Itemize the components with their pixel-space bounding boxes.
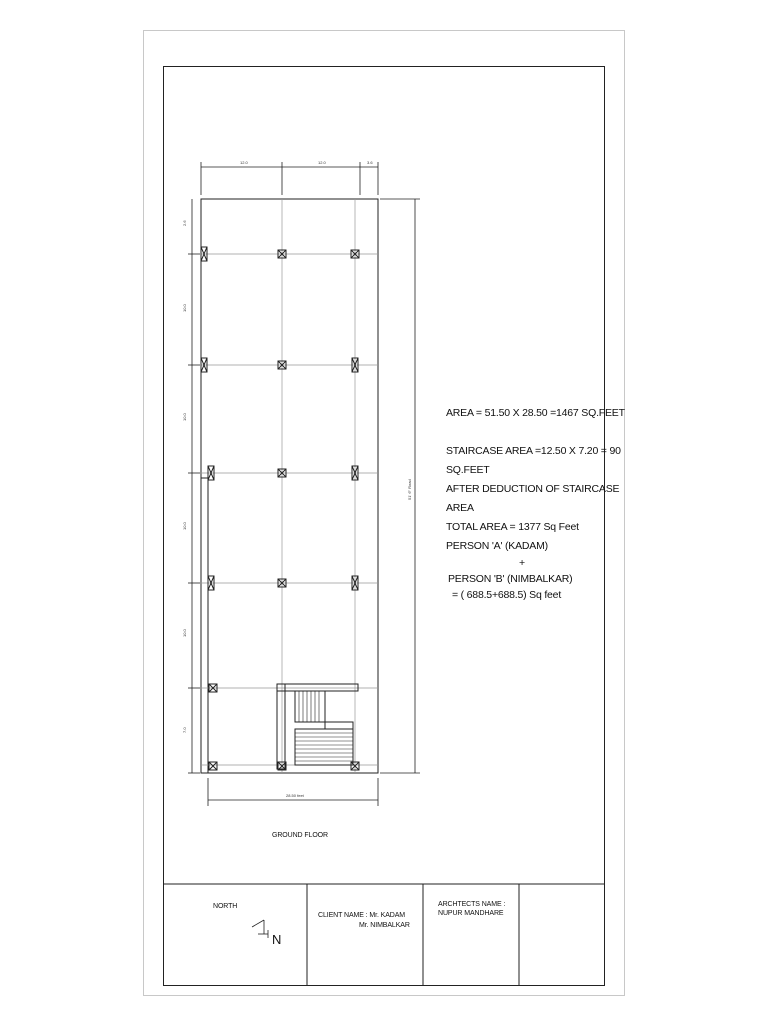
- dim-right: 51' 6" Road: [407, 479, 412, 500]
- note-area: AREA = 51.50 X 28.50 =1467 SQ.FEET: [446, 407, 625, 419]
- client-label: CLIENT NAME : Mr. KADAM: [318, 912, 406, 919]
- note-staircase-1: STAIRCASE AREA =12.50 X 7.20 = 90: [446, 445, 621, 457]
- columns: [201, 247, 359, 770]
- client-name-2: Mr. NIMBALKAR: [359, 922, 410, 929]
- dim-top-1: 12.0: [240, 160, 248, 165]
- note-person-a: PERSON 'A' (KADAM): [446, 540, 548, 552]
- dim-left-5: 10.0: [182, 629, 187, 637]
- architect-label: ARCHTECTS NAME :: [438, 901, 506, 908]
- dim-left-4: 10.0: [182, 522, 187, 530]
- note-deduction-1: AFTER DEDUCTION OF STAIRCASE: [446, 483, 620, 495]
- grid-lines-vertical: [282, 199, 355, 773]
- top-dimension-line: [201, 162, 378, 195]
- bottom-dimension-line: [208, 778, 378, 806]
- dim-left-1: 2.6: [182, 220, 187, 226]
- plan-title: GROUND FLOOR: [272, 832, 328, 839]
- note-equals: = ( 688.5+688.5) Sq feet: [452, 589, 562, 601]
- dim-left-6: 7.0: [182, 727, 187, 733]
- note-plus: +: [519, 557, 525, 569]
- north-label: NORTH: [213, 903, 238, 910]
- dim-left-3: 10.0: [182, 413, 187, 421]
- left-dimension-line: [188, 199, 200, 773]
- right-dimension-line: [380, 199, 420, 773]
- architect-name: NUPUR MANDHARE: [438, 910, 504, 917]
- staircase: [277, 684, 358, 769]
- note-person-b: PERSON 'B' (NIMBALKAR): [448, 573, 573, 585]
- dim-bottom: 28.50 feet: [286, 793, 304, 798]
- north-arrow-icon: [252, 920, 268, 938]
- north-symbol: N: [272, 932, 282, 947]
- dim-top-3: 3.6: [367, 160, 373, 165]
- grid-lines-horizontal: [201, 254, 378, 765]
- title-block-lines: [163, 884, 605, 986]
- note-staircase-2: SQ.FEET: [446, 464, 490, 476]
- area-notes: [446, 404, 625, 601]
- note-deduction-2: AREA: [446, 502, 474, 514]
- note-total: TOTAL AREA = 1377 Sq Feet: [446, 521, 579, 533]
- dim-top-2: 12.0: [318, 160, 326, 165]
- dim-left-2: 10.0: [182, 304, 187, 312]
- outer-wall: [201, 199, 378, 773]
